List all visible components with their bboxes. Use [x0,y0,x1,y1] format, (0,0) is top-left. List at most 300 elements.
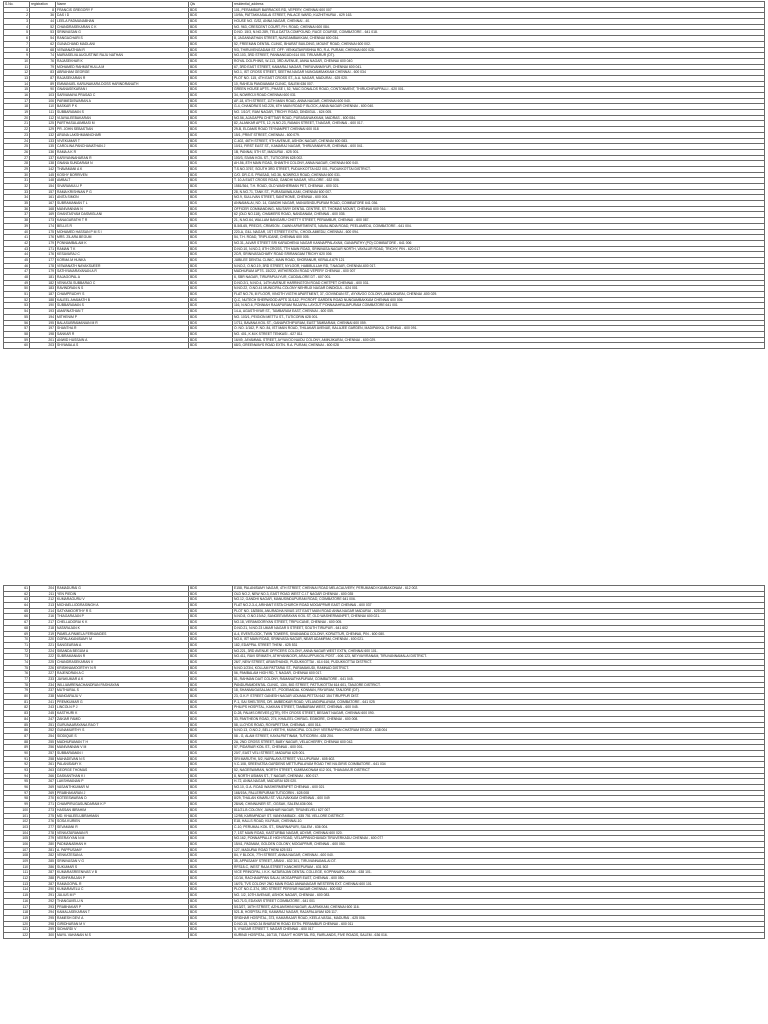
cell-registration: 54 [30,36,56,42]
cell-sno: 72 [4,648,30,654]
cell-qualification: BDS [189,75,233,81]
cell-address: 26/7, NEW STREET, ARANTHANGI, PUDUKKOTTAI - 614 616, PUDUKKOTTAI DISTRICT. [233,659,765,665]
cell-registration: 176 [30,235,56,241]
cell-registration: 195 [30,320,56,326]
cell-qualification: BDS [189,286,233,292]
cell-sno: 30 [4,172,30,178]
cell-qualification: BDS [189,648,233,654]
cell-sno: 112 [4,876,30,882]
cell-address: 62 (OLD NO.118), CHAMIERS ROAD, NANDANAM, CHENNAI - 600 035. [233,212,765,218]
cell-qualification: BDS [189,178,233,184]
cell-registration: 154 [30,184,56,190]
cell-sno: 32 [4,184,30,190]
cell-address: 84, Y BLOCK, 7TH STREET, ANNA NAGAR, CHENNAI - 600 040. [233,853,765,859]
cell-name: VIJAYALEEBAKARAN [56,115,189,121]
cell-sno: 52 [4,297,30,303]
cell-sno: 10 [4,58,30,64]
cell-registration: 255 [30,739,56,745]
cell-qualification: BDS [189,819,233,825]
cell-qualification: BDS [189,932,233,938]
cell-address: MADHURAM APTS. 15/222, WITHERDON ROAD VEPERY CHENNAI - 600 007 [233,269,765,275]
cell-sno: 119 [4,915,30,921]
cell-qualification: BDS [189,144,233,150]
cell-registration: 106 [30,98,56,104]
cell-sno: 87 [4,733,30,739]
cell-registration: 261 [30,762,56,768]
cell-name: BELLIS R [56,223,189,229]
cell-name: VIVEKUMAR T [56,138,189,144]
cell-qualification: BDS [189,121,233,127]
cell-name: SHYAMALA S [56,343,189,349]
cell-qualification: BDS [189,597,233,603]
cell-qualification: BDS [189,853,233,859]
cell-sno: 42 [4,240,30,246]
cell-address: 58, LLOYDS ROAD, ROYAPETTAH, CHENNAI - 600 014. [233,722,765,728]
cell-registration: 245 [30,711,56,717]
cell-sno: 47 [4,269,30,275]
cell-sno: 111 [4,870,30,876]
cell-name: SIDHARDI V [56,927,189,933]
cell-address: 1581/364, T.H. ROAD, OLD WASHERMAN PET, CHENNAI - 600 021. [233,184,765,190]
cell-name: CHAMPRUDHY S [56,292,189,298]
cell-sno: 78 [4,682,30,688]
cell-address: 21, N.NO.64, WALLAM BANGARU CHETTY STREET, PERAMBUR, CHENNAI - 600 087. [233,218,765,224]
cell-qualification: BDS [189,81,233,87]
cell-sno: 113 [4,881,30,887]
cell-name: ANWID HUSSAIN A [56,337,189,343]
cell-sno: 81 [4,699,30,705]
cell-qualification: BDS [189,665,233,671]
cell-qualification: BDS [189,876,233,882]
cell-sno: 109 [4,859,30,865]
cell-name: RAMA KRISHNAN P G [56,189,189,195]
cell-sno: 107 [4,847,30,853]
cell-address: C/O. DR.C.S. PRASAD, NO.36, NOWROJI ROAD, CHENNAI 600 031. [233,172,765,178]
cell-address: C-10, PERUMAL KOIL ST., SWARNAPURI, SALEM - 636 004. [233,824,765,830]
cell-address: 35, APPASAMY STREET, ARANI - 632 301, TIRUVANNAMALAI DT. [233,859,765,865]
cell-sno: 51 [4,292,30,298]
cell-name: KOSHY BORRIVEN [56,172,189,178]
cell-sno: 95 [4,779,30,785]
cell-name: VISWANATHAN R [56,47,189,53]
cell-registration: 177 [30,257,56,263]
cell-registration: 168 [30,206,56,212]
cell-name: MITHENIM P [56,314,189,320]
cell-registration: 167 [30,201,56,207]
cell-qualification: BDS [189,309,233,315]
cell-sno: 65 [4,608,30,614]
header-registration: registration [30,2,56,8]
cell-address: JUBILEE DENTAL CLINIC, MAIN ROAD, SHORANUR, KERALA 679 121 [233,257,765,263]
cell-qualification: BDS [189,47,233,53]
cell-address: 14-A, AGASTHIYAR ST., TAMBARAM EAST, CHENNAI - 600 059. [233,309,765,315]
cell-registration: 36 [30,13,56,19]
cell-name: CHAMPIRUGASUNDARAM K P [56,802,189,808]
cell-sno: 93 [4,768,30,774]
cell-address: 166/19A, PALLERIPURAM TUTICORIN - 628 008 [233,790,765,796]
cell-qualification: BDS [189,13,233,19]
cell-address: 29-B, ELDAMS ROAD TEYNAMPET CHENNAI 600 018 [233,127,765,133]
cell-address: GREEN HOUSE APTS., PHASE I, 52, 'MAC DONALDS ROAD, CONTONMENT, THIRUCHIRAPPALLI - 620 001. [233,87,765,93]
cell-name: GEORGE THOMAS [56,768,189,774]
cell-sno: 28 [4,161,30,167]
cell-name: VENKATESAN A [56,853,189,859]
cell-sno: 85 [4,722,30,728]
cell-registration: 136 [30,149,56,155]
cell-qualification: BDS [189,229,233,235]
cell-address: N.NO.13, O.NO.2, BELLI VEETHI, MUNICIPAL COLONY VEERAPPAN CHATRAM ERODE - 638 004 [233,728,765,734]
cell-registration: 226 [30,665,56,671]
cell-registration: 271 [30,802,56,808]
cell-address: 8, JAGANNATHAN STREET, NUNGAMBAKKAM, CHENNAI 600 034. [233,36,765,42]
cell-sno: 83 [4,711,30,717]
cell-registration: 211 [30,591,56,597]
cell-sno: 3 [4,19,30,25]
cell-address: N.NO.22, O.NO.41 MUNICIPAL COLONY NEHRUJI NAGAR DINDIGUL - 624 001 [233,286,765,292]
cell-qualification: BDS [189,745,233,751]
cell-qualification: BDS [189,206,233,212]
cell-address: 6, SBR NAGAR, TIRUPAPULIYUR, CUDDALORE DT - 607 001. [233,275,765,281]
cell-registration: 222 [30,654,56,660]
cell-qualification: BDS [189,677,233,683]
cell-sno: 2 [4,13,30,19]
cell-address: NO.1, IST CROSS STREET, SEETHA NAGAR NUNGAMBAKKAM CHENNAI - 600 034 [233,70,765,76]
cell-sno: 118 [4,910,30,916]
cell-address: D-28, PALMS DREVES (QTR), 9TH CROSS STREET, BESANT NAGAR, CHENNAI 600 090. [233,711,765,717]
cell-sno: 114 [4,887,30,893]
cell-registration: 280 [30,841,56,847]
cell-name: BALASUBRAMANIAN M R [56,320,189,326]
cell-registration: 227 [30,671,56,677]
cell-sno: 105 [4,836,30,842]
cell-registration: 269 [30,785,56,791]
cell-address: 57, PIDARIAR KOIL ST., CHENNAI - 600 001. [233,745,765,751]
cell-address: NO.6, IST MAIN ROAD, SRINIVASA NAGAR, NEAR ADAMPAM, CHENNAI - 600 021. [233,637,765,643]
cell-qualification: BDS [189,235,233,241]
cell-registration: 216 [30,614,56,620]
cell-qualification: BDS [189,19,233,25]
cell-sno: 33 [4,189,30,195]
cell-registration: 193 [30,309,56,315]
cell-name: SATYAMOORTHY R S [56,608,189,614]
cell-sno: 48 [4,275,30,281]
cell-address: 5, VYASAR STREET T. NAGAR CHENNAI - 600 017 [233,927,765,933]
cell-sno: 38 [4,218,30,224]
cell-registration: 142 [30,166,56,172]
cell-address: NO.221, 3RD AVENUE OFFICERS COLONY, ANNA NAGAR WEST EXTN, CHENNAI 600 101. [233,648,765,654]
cell-address: 220-A, GILL NAGAR, 1ST STREET EXTN., CHOOLAIMEDU, CHENNAI - 600 094. [233,229,765,235]
cell-sno: 18 [4,104,30,110]
cell-sno: 5 [4,30,30,36]
cell-address: A-4, EVENTLOCK, TWIN TOWERS, SIVANANDA COLONY, KORATTUR, CHENNAI, PIN - 600 080. [233,631,765,637]
cell-qualification: BDS [189,337,233,343]
cell-name: AMBALT [56,178,189,184]
cell-name: SHANTHA R [56,326,189,332]
cell-qualification: BDS [189,847,233,853]
cell-sno: 49 [4,280,30,286]
cell-sno: 8 [4,47,30,53]
cell-address: 10, RAHEJA PANDIAMAM CLINIC, SALEM 636 007. [233,81,765,87]
cell-sno: 104 [4,830,30,836]
cell-address: B-5/8-65, PRECIS, CRIMSON - DAWN APARTMENTS, NAVALINDIA ROAD, PEELAMEDU, COIMBATORE - 641 004. [233,223,765,229]
cell-registration: 178 [30,263,56,269]
cell-name: PRABHAKARAN J [56,790,189,796]
cell-registration: 161 [30,195,56,201]
cell-name: SIDDIQUE S [56,733,189,739]
cell-name: VASANTHKUMAR M [56,785,189,791]
cell-address: 10/11, FIRST EAST ST., KAMARAJ NAGAR, THIRUVANMIYUR, CHENNAI - 600 041. [233,144,765,150]
cell-qualification: BDS [189,189,233,195]
cell-qualification: BDS [189,30,233,36]
cell-registration: 270 [30,796,56,802]
table-row [4,932,765,938]
cell-qualification: BDS [189,257,233,263]
cell-qualification: BDS [189,98,233,104]
cell-registration: 197 [30,326,56,332]
cell-qualification: BDS [189,320,233,326]
cell-name: RAJAGOPAL A [56,275,189,281]
cell-qualification: BDS [189,733,233,739]
cell-registration: 241 [30,699,56,705]
cell-address: 1/711, BAVANA KOIL ST., GANAPATHIPURAM, EAST TAMBARAM, CHENNAI 600 059. [233,320,765,326]
cell-sno: 23 [4,132,30,138]
cell-qualification: BDS [189,280,233,286]
cell-sno: 17 [4,98,30,104]
cell-qualification: BDS [189,637,233,643]
cell-qualification: BDS [189,688,233,694]
cell-sno: 58 [4,331,30,337]
cell-sno: 106 [4,841,30,847]
cell-address: 5/13/27, 16TH STREET, AZHLANSHINI NAGAR, ALAPAKKAM, CHENNAI 600 116. [233,904,765,910]
cell-registration: 87 [30,75,56,81]
cell-qualification: BDS [189,591,233,597]
cell-address: NO.56, AJAGAPPA CHETTIAR ROAD, PURASAIWAKKAM, MADRAS - 600 084. [233,115,765,121]
cell-name: GURUNAARAYANA RAO T [56,722,189,728]
cell-registration: 299 [30,927,56,933]
cell-name: YEN PIEDIN [56,591,189,597]
cell-address: 2C/9, SRINIVASACHARY ROAD SRIRANGAM TRICHY 620 006 [233,252,765,258]
cell-registration: 276 [30,819,56,825]
cell-address: N.NO.2, O.NO.19, 3RD STREET, NYLOOR, HABIBULLAH RD, T.NAGAR, CHENNAI-600 017. [233,263,765,269]
cell-registration: 188 [30,297,56,303]
cell-name: DASKANTHAN K I [56,773,189,779]
cell-sno: 86 [4,728,30,734]
cell-name: THAVAMANI A K [56,166,189,172]
cell-address: D.NO.10, N.NO.2, 8TH CROSS, 7TH MAIN ROAD, SRINIVASA NAGAR NORTH, VAYALUR ROAD, TRICHY, PIN - 620 017 [233,246,765,252]
cell-registration: 251 [30,722,56,728]
cell-address: 18, SHANMUGASALAM ST., POOEMADAL KONMAN, PAYURAM, TANJORE (DT). [233,688,765,694]
cell-registration: 257 [30,750,56,756]
cell-sno: 14 [4,81,30,87]
cell-name: SATHYANARAYANAN A R [56,269,189,275]
cell-sno: 6 [4,36,30,42]
cell-address: PHILIPS HOSPITAL, KAKKAN STREET, TAMBARAM WEST, CHENNAI - 600 045. [233,705,765,711]
cell-sno: 25 [4,144,30,150]
cell-registration: 171 [30,246,56,252]
cell-address: 34, NOWROJI ROAD CHENNAI 600 031 [233,93,765,99]
cell-registration: 132 [30,132,56,138]
cell-qualification: BDS [189,614,233,620]
cell-name: KUMARAVELU C [56,887,189,893]
cell-name: VISWANATH NAYAKSUEER [56,263,189,269]
cell-name: RAJENDRAN A C [56,671,189,677]
cell-name: SUBRAMANIAN R [56,654,189,660]
cell-qualification: BDS [189,269,233,275]
cell-qualification: BDS [189,694,233,700]
cell-address: 521-B, HOSPITAL RD, KAMARAJ NAGAR, RAJAPALAYAM 626 117. [233,910,765,916]
cell-sno: 9 [4,53,30,59]
cell-registration: 220 [30,637,56,643]
cell-qualification: BDS [189,796,233,802]
cell-qualification: BDS [189,893,233,899]
cell-qualification: BDS [189,275,233,281]
cell-qualification: BDS [189,824,233,830]
cell-sno: 46 [4,263,30,269]
cell-name: GIRIDHARAN M V [56,921,189,927]
cell-name: SRINIVASAN G [56,30,189,36]
cell-name: SUKUMAR S [56,864,189,870]
cell-sno: 59 [4,337,30,343]
cell-name: BASKAR P K [56,104,189,110]
cell-address: NO. 401, K.M.K STREET TENKASI - 627 811 [233,331,765,337]
cell-name: KRISHNAMOORTHY N R [56,665,189,671]
cell-sno: 4 [4,24,30,30]
cell-registration: 201 [30,337,56,343]
cell-address: 54, T.H. ROAD, TRIPLICANE, CHENNAI 600 005. [233,235,765,241]
cell-address: PLOT NO. 115, 4TH EAST CROSS ST., A.A. NAGAR, MADURAI - 625 020. [233,75,765,81]
cell-address: 52, FREEMAN DENTAL CLINIC, BHARAT BUILDING, MOUNT ROAD, CHENNAI 600 002. [233,41,765,47]
cell-sno: 35 [4,201,30,207]
cell-name: CHANDRASEKARAN V [56,659,189,665]
cell-registration: 175 [30,229,56,235]
cell-name: KUMARASREENIVAS V B [56,870,189,876]
cell-address: H-72, ANNA NAGAR, MADURAI 625 020. [233,779,765,785]
cell-sno: 69 [4,631,30,637]
cell-registration: 148 [30,178,56,184]
cell-qualification: BDS [189,195,233,201]
cell-name: PALANISAMY K [56,762,189,768]
cell-name: SUBBARAMAN S [56,303,189,309]
cell-sno: 101 [4,813,30,819]
cell-name: RANGACHARI S [56,36,189,42]
cell-name: SUBBARAMAN S [56,110,189,116]
cell-address: OLD NO.2, NEW NO.3, EAST ROAD WEST C.I.T NAGAR CHENNAI - 600 035 [233,591,765,597]
cell-address: V.C.108, SREEVATSA GARDENS METTUPALAYAM ROAD THE NILGIRIS COIMBATORE - 641 034 [233,762,765,768]
cell-sno: 103 [4,824,30,830]
cell-sno: 77 [4,677,30,683]
cell-address: 81, RAHMAN DAIT COLONY, RAMANATHAPURAM, COIMBATORE - 641 045. [233,677,765,683]
header-qualification: Qls [189,2,233,8]
cell-name: HASSAN IBRAHIM [56,807,189,813]
cell-qualification: BDS [189,184,233,190]
cell-name: ABRAHAM GEORGE [56,70,189,76]
cell-qualification: BDS [189,586,233,592]
cell-address: D.NO. 15/3, N.NO.289, TELA DATTA COMPOUND, RACE COURSE, COIMBATORE - 641 018. [233,30,765,36]
cell-address: 1B, PANNAI, 5TH ST, MADURAI - 625 001. [233,149,765,155]
cell-qualification: BDS [189,728,233,734]
cell-address: 116, N.NO.6, PONNIAH RAJAPURAM RAJAPAL LAYOUT PONNAIAHRAJAPURAM COIMBATORE 641 001 [233,303,765,309]
cell-registration: 247 [30,716,56,722]
cell-name: CHELLADORAI K K [56,620,189,626]
cell-name: SUBBARAMAN I [56,750,189,756]
cell-address: 52, NAGESWARAN, NORTH STREET, KUMBAKONAM 612 001, THANJAVUR DISTRICT [233,768,765,774]
cell-qualification: BDS [189,813,233,819]
cell-address: 56, PAMBALAM HIGH RD, T. NAGAR, CHENNAI 600 017. [233,671,765,677]
cell-registration: 182 [30,280,56,286]
cell-sno: 100 [4,807,30,813]
cell-name: RAMAGOPAL R [56,881,189,887]
cell-address: NO.9, SULLIVAN STREET, SANTHOME, CHENNAI - 600 004. [233,195,765,201]
cell-sno: 56 [4,320,30,326]
cell-qualification: BDS [189,927,233,933]
cell-registration: 254 [30,733,56,739]
cell-sno: 41 [4,235,30,241]
cell-name: SANKAR R [56,331,189,337]
cell-qualification: BDS [189,172,233,178]
cell-address: NO.18, VERAMOORIYAN STREET, TRIPLICANE, CHENNAI - 600 005. [233,620,765,626]
cell-address: T. 10-A EAST CROSS ROAD, GANDHI NAGAR, VELLORE - 632 006. [233,178,765,184]
cell-address: 82, ALANKAR APTS, 12, N.NO.23, RAMAN STREET, T.NAGAR, CHENNAI - 600 017. [233,121,765,127]
cell-address: NO. 1/2, 10TH AVENUE, ASHOK NAGAR, CHENNAI - 600 083. [233,893,765,899]
cell-name: THANGAVELU N [56,898,189,904]
cell-name: SIVARAMULU P [56,184,189,190]
cell-registration: 8 [30,7,56,13]
cell-address: 127, MADURAI ROAD THENI 625 531 [233,847,765,853]
cell-sno: 70 [4,637,30,643]
cell-registration: 263 [30,768,56,774]
cell-sno: 117 [4,904,30,910]
cell-registration: 203 [30,343,56,349]
cell-name: GNANA SUNDARAM N [56,161,189,167]
cell-name: A. PAPPUSAMY [56,847,189,853]
cell-name: GOPALAKANISAMY M [56,637,189,643]
cell-name: PRABHAKAR P [56,904,189,910]
cell-qualification: BDS [189,631,233,637]
cell-address: E18, HALLS ROAD, KILPAUK, CHENNAI-10. [233,819,765,825]
cell-sno: 13 [4,75,30,81]
cell-registration: 277 [30,824,56,830]
cell-address: NO. 1/10/7, RAM NAGAR, TRICHY ROAD, DINDIGUL - 624 005. [233,110,765,116]
cell-sno: 34 [4,195,30,201]
cell-registration: 269 [30,790,56,796]
cell-registration: 292 [30,898,56,904]
cell-registration: 234 [30,682,56,688]
cell-qualification: BDS [189,659,233,665]
cell-address: ANNAMALAI, NO. 14, GANDHI NAGAR, MANUSINDUPURAM ROAD, COIMBATORE 641 036. [233,201,765,207]
cell-qualification: BDS [189,705,233,711]
cell-name: CAROLINA PANCHANATHAN J [56,144,189,150]
cell-qualification: BDS [189,246,233,252]
cell-address: FLAT NO.76, III FLOOR, VINOTH VIGTHI APARTMENT, 37, GOVINDAN ST., AYYAVOO COLONY, AMINJIKARAI, CHENNAI -600 029. [233,292,765,298]
cell-registration: 179 [30,269,56,275]
cell-sno: 64 [4,603,30,609]
cell-registration: 224 [30,648,56,654]
cell-qualification: BDS [189,70,233,76]
cell-registration: 217 [30,620,56,626]
cell-qualification: BDS [189,739,233,745]
cell-address: NO. 103/1, PEIGION METTU ST., TUTICORIN 628 001. [233,314,765,320]
cell-name: MANIVANNAN N [56,206,189,212]
cell-sno: 122 [4,932,30,938]
cell-registration: 145 [30,172,56,178]
cell-name: KORMA M HUNKA [56,257,189,263]
cell-qualification: BDS [189,864,233,870]
cell-address: SRIDHAR HOSPITAL, 373, KAMARAJAR ROAD, KEELA VASAL, MADURAI - 625 006. [233,915,765,921]
cell-registration: 258 [30,756,56,762]
cell-registration: 157 [30,189,56,195]
cell-registration: 286 [30,864,56,870]
cell-address: 16/76, TVS COLONY 2ND MAIN ROAD ANNANAGAR WESTERN EXT. CHENNAI 600 101 [233,881,765,887]
